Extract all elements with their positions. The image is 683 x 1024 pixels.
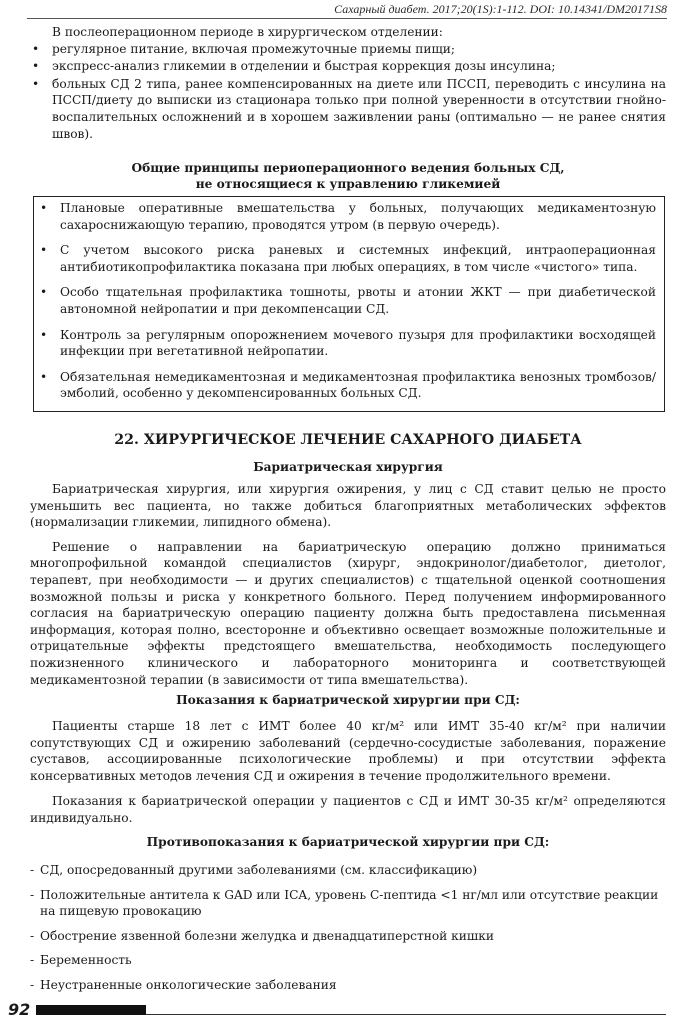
list-item: • Обязательная немедикаментозная и медикаментозная профилактика венозных тромбозов/эмболий, особенно у декомпенсированных больных СД. [40, 369, 656, 402]
indications-paragraph-1: Пациенты старше 18 лет с ИМТ более 40 кг/м² или ИМТ 35-40 кг/м² при наличии сопутствующих СД и ожирению заболеваний (сердечно-сосудистые заболевания, поражение суставов, ассоциированные психологические проблемы) и при отсутствии эффекта консервативных методов лечения СД и ожирения в течение продолжительного времени. [30, 719, 666, 783]
indications-title: Показания к бариатрической хирургии при СД: [176, 693, 520, 707]
list-item: - Беременность [30, 952, 666, 969]
principles-heading [30, 160, 666, 192]
list-item: • Плановые оперативные вмешательства у больных, получающих медикаментозную сахароснижающую терапию, проводятся утром (в первую очередь). [40, 200, 656, 233]
contraindications-title: Противопоказания к бариатрической хирургии при СД: [146, 835, 550, 849]
footer-rule [146, 1014, 666, 1015]
list-item: • Контроль за регулярным опорожнением мочевого пузыря для профилактики восходящей инфекции при вегетативной нейропатии. [40, 327, 656, 360]
principles-title-line1: Общие принципы периоперационного ведения больных СД, [131, 161, 565, 175]
contraindications-list [30, 862, 666, 994]
list-item: - Неустраненные онкологические заболевания [30, 977, 666, 994]
contraindications-section [30, 834, 666, 1002]
indications-paragraph-2: Показания к бариатрической операции у пациентов с СД и ИМТ 30-35 кг/м² определяются индивидуально. [30, 794, 666, 825]
section-title: 22. ХИРУРГИЧЕСКОЕ ЛЕЧЕНИЕ САХАРНОГО ДИАБЕТА [114, 432, 582, 448]
list-item: - Положительные антитела к GAD или ICA, уровень С-пептида <1 нг/мл или отсутствие реакции на пищевую провокацию [30, 887, 666, 920]
page-number: 92 [8, 1000, 31, 1019]
indications-section [30, 692, 666, 827]
list-item: - Обострение язвенной болезни желудка и двенадцатиперстной кишки [30, 928, 666, 945]
bariatric-paragraph-2: Решение о направлении на бариатрическую операцию должно приниматься многопрофильной командой специалистов (хирург, эндокринолог/диабетолог, диетолог, терапевт, при необходимости — и других специалистов) с тщательной оценкой соотношения возможной пользы и риска у конкретного больного. Перед получением информированного согласия на бариатрическую операцию пациенту должна быть предоставлена письменная информация, которая полно, всесторонне и объективно освещает возможные положительные и отрицательные эффекты предстоящего вмешательства, необходимость последующего пожизненного клинического и лабораторного мониторинга и соответствующей медикаментозной терапии (в зависимости от типа вмешательства). [30, 539, 666, 687]
bariatric-paragraph-1: Бариатрическая хирургия, или хирургия ожирения, у лиц с СД ставит целью не просто уменьшить вес пациента, но также добиться благоприятных метаболических эффектов (нормализации гликемии, липидного обмена). [30, 482, 666, 530]
principles-box [33, 196, 665, 412]
list-item: • регулярное питание, включая промежуточные приемы пищи; [30, 41, 666, 58]
footer-bar [36, 1005, 146, 1015]
principles-title-line2: не относящиеся к управлению гликемией [195, 177, 501, 191]
list-item: • больных СД 2 типа, ранее компенсированных на диете или ПССП, переводить с инсулина на ПССП/диету до выписки из стационара только при полной уверенности в отсутствии гнойно-воспалительных осложнений и в хорошем заживлении раны (оптимально — не ранее снятия швов). [30, 76, 666, 142]
postop-list [30, 41, 666, 143]
postop-section [30, 24, 666, 143]
list-item: • С учетом высокого риска раневых и системных инфекций, интраоперационная антибиотикопрофилактика показана при любых операциях, в том числе «чистого» типа. [40, 242, 656, 275]
list-item: • экспресс-анализ гликемии в отделении и быстрая коррекция дозы инсулина; [30, 58, 666, 75]
running-header: Сахарный диабет. 2017;20(1S):1-112. DOI: 10.14341/DM20171S8 [27, 2, 667, 19]
list-item: • Особо тщательная профилактика тошноты, рвоты и атонии ЖКТ — при диабетической автономной нейропатии и при декомпенсации СД. [40, 284, 656, 317]
list-item: - СД, опосредованный другими заболеваниями (см. классификацию) [30, 862, 666, 879]
postop-intro: В послеоперационном периоде в хирургическом отделении: [52, 25, 443, 39]
principles-list [40, 200, 656, 402]
bariatric-subtitle: Бариатрическая хирургия [253, 460, 443, 474]
bariatric-section [30, 459, 666, 688]
